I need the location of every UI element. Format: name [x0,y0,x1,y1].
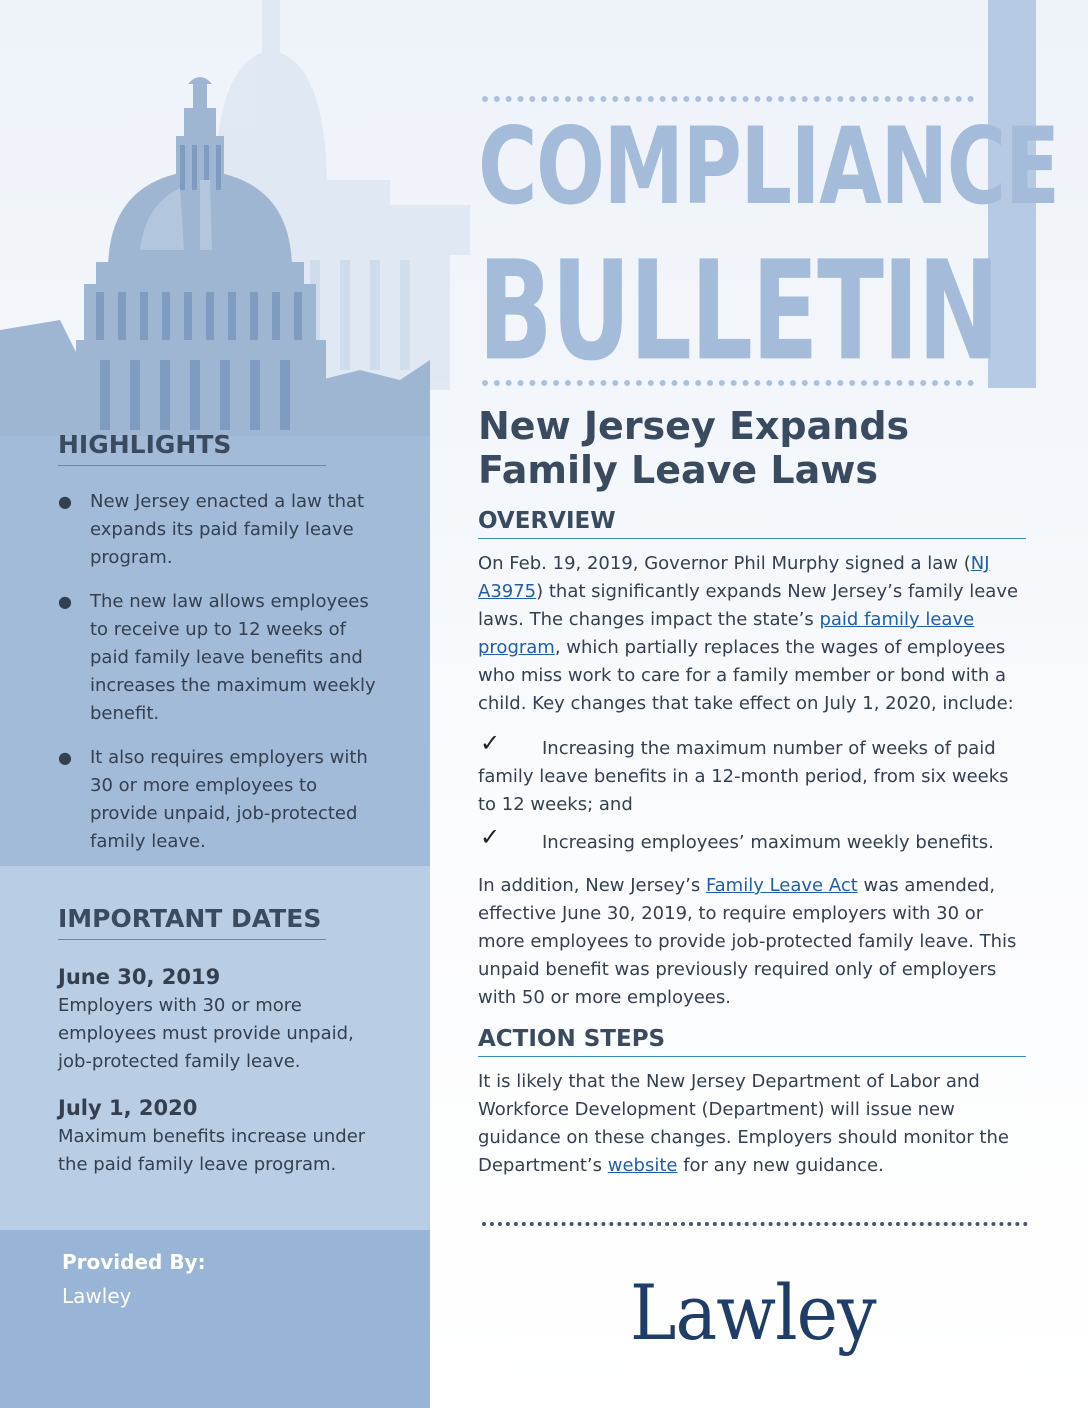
action-steps-heading: ACTION STEPS [478,1026,1026,1057]
dotted-divider-top [482,96,974,102]
overview-paragraph: On Feb. 19, 2019, Governor Phil Murphy signed a law (NJ A3975) that significantly expands New Jersey’s family leave laws. The changes impact the state’s paid family leave program, which partially replaces the wages of employees who miss work to care for a family member or bond with a child. Key changes that take effect on July 1, 2020, include: [478,553,1019,714]
date-description: Employers with 30 or more employees must provide unpaid, job-protected family leave. [58,995,354,1072]
action-steps-paragraph: It is likely that the New Jersey Department of Labor and Workforce Development (Department) will issue new guidance on these changes. Employers should monitor the Department’s website for any new guidance. [478,1071,1009,1176]
date-title: July 1, 2020 [58,1096,198,1120]
capitol-illustration [0,0,520,440]
checklist-item: ✓ Increasing employees’ maximum weekly benefits. [480,823,994,853]
bulletin-title-line-1: COMPLIANCE [478,104,1059,229]
bullet-dot: ● [58,492,72,511]
checkmark-icon: ✓ [480,823,501,851]
lawley-logo: Lawley [630,1268,876,1357]
list-item: ● The new law allows employees to receive up to 12 weeks of paid family leave benefits and increases the maximum weekly benefit. [58,588,388,728]
list-item: ● It also requires employers with 30 or more employees to provide unpaid, job-protected family leave. [58,744,388,856]
list-item: ● New Jersey enacted a law that expands its paid family leave program. [58,488,388,572]
department-website-link[interactable]: website [607,1155,678,1176]
provider-name: Lawley [62,1284,132,1308]
date-description: Maximum benefits increase under the paid family leave program. [58,1126,366,1175]
dotted-divider-bottom [482,380,974,386]
nj-a3975-link[interactable]: NJ A3975 [478,553,990,602]
checklist-item: ✓ Increasing the maximum number of weeks of paid family leave benefits in a 12-month period, from six weeks to 12 weeks; and [478,729,1009,815]
bulletin-title-line-2: BULLETIN [478,232,999,392]
highlights-heading: HIGHLIGHTS [58,430,326,466]
date-title: June 30, 2019 [58,965,221,989]
article-title: New Jersey Expands Family Leave Laws [478,404,910,492]
addition-paragraph: In addition, New Jersey’s Family Leave Act was amended, effective June 30, 2019, to require employers with 30 or more employees to provide job-protected family leave. This unpaid benefit was previously required only of employers with 50 or more employees. [478,875,1017,1008]
bullet-dot: ● [58,592,72,611]
overview-heading: OVERVIEW [478,508,1026,539]
bullet-dot: ● [58,748,72,767]
important-dates-heading: IMPORTANT DATES [58,904,326,940]
date-entry [58,1093,388,1179]
provided-by-label: Provided By: [62,1250,206,1274]
family-leave-act-link[interactable]: Family Leave Act [705,875,858,896]
checkmark-icon: ✓ [480,729,501,757]
paid-family-leave-program-link[interactable]: paid family leave program [478,609,975,658]
highlights-list [58,488,388,872]
date-entry [58,962,388,1076]
dotted-divider-footer [482,1222,1028,1226]
